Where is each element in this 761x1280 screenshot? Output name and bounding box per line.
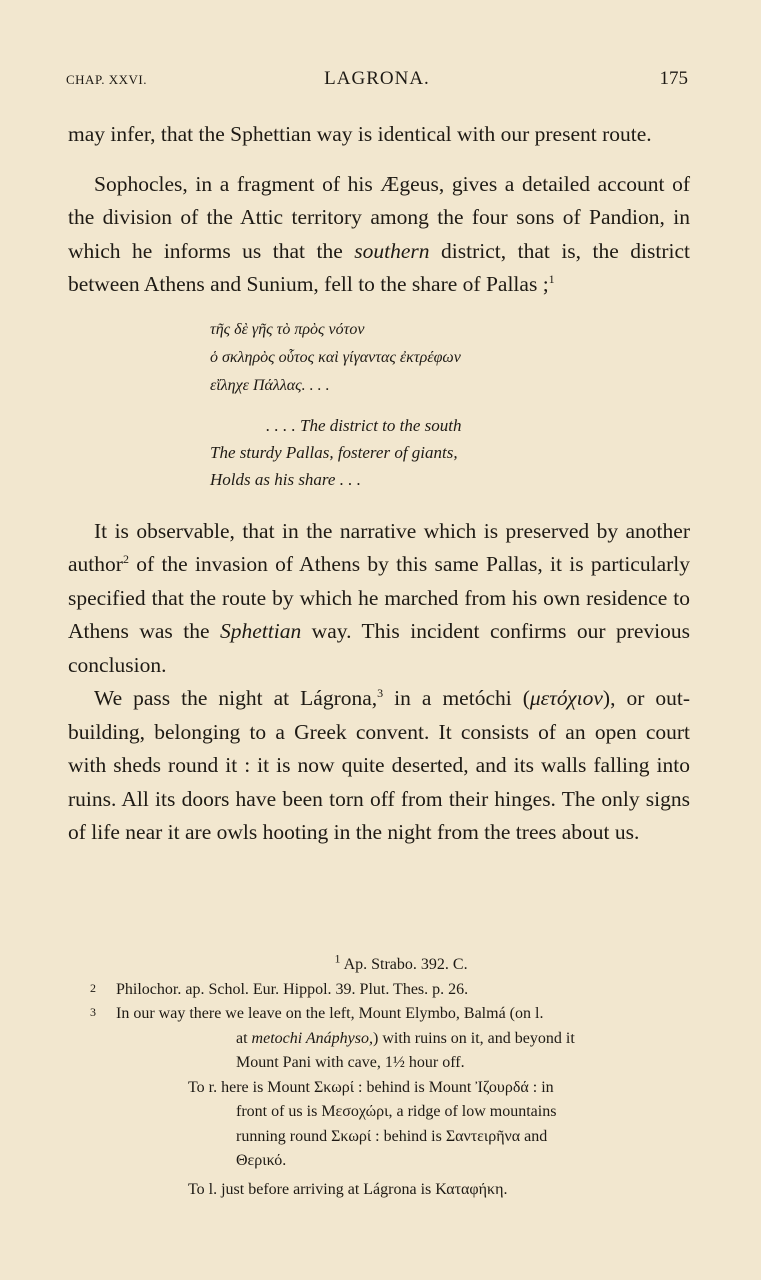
footnote-ref-3: 3 <box>377 685 384 700</box>
greek-quote <box>210 316 690 400</box>
footnote-3-number: 3 <box>90 1005 96 1019</box>
footnote-3 <box>90 1002 692 1027</box>
italic-metochi: metochi Anáphyso, <box>251 1029 374 1047</box>
paragraph-4-text-b: in a metóchi ( <box>383 686 530 710</box>
italic-sphettian: Sphettian <box>220 619 302 643</box>
footnote-1 <box>90 953 692 978</box>
paragraph-3-text-c: way. This incident confirms our previous conclusion. <box>68 619 690 677</box>
chapter-label: CHAP. XXVI. <box>66 72 147 87</box>
greek-word-metochion: μετόχιον <box>529 686 603 710</box>
paragraph-4 <box>68 682 690 850</box>
english-line-3: Holds as his share . . . <box>210 469 361 489</box>
body-text <box>68 118 690 850</box>
paragraph-1 <box>68 118 690 152</box>
footnote-2-number: 2 <box>90 980 96 995</box>
greek-line-3: εἴληχε Πάλλας. . . . <box>210 376 330 394</box>
footnote-3-line-2: at metochi Anáphyso,) with ruins on it, and beyond it <box>236 1029 575 1047</box>
paragraph-3 <box>68 515 690 683</box>
page-title: LAGRONA. <box>324 68 430 89</box>
greek-line-2: ὁ σκληρὸς οὗτος καὶ γίγαντας ἐκτρέφων <box>210 348 461 366</box>
paragraph-1-text: may infer, that the Sphettian way is identical with our present route. <box>68 122 652 146</box>
footnote-3-line-6: running round Σκωρί : behind is Σαντειρῆνα and <box>236 1127 548 1145</box>
italic-southern: southern <box>354 238 430 263</box>
footnote-1-text: Ap. Strabo. 392. C. <box>343 956 468 973</box>
footnote-2 <box>90 978 692 1003</box>
footnote-3-line-4: To r. here is Mount Σκωρί : behind is Mount Ἰζουρδά : in <box>188 1078 554 1096</box>
paragraph-4-text-c: ), or out-building, belonging to a Greek convent. It consists of an open court with sheds round it : it is now quite deserted, and its walls falling into ruins. All its doors have been torn off from their hinges. The only signs of life near it are owls hooting in the night from the trees about us. <box>68 686 691 844</box>
english-line-2: The sturdy Pallas, fosterer of giants, <box>210 442 458 462</box>
english-line-1: . . . . The district to the south <box>266 415 462 435</box>
paragraph-3-text-a: It is observable, that in the narrative which is preserved by another author <box>68 518 690 576</box>
footnote-1-number: 1 <box>334 951 341 966</box>
footnote-2-text: Philochor. ap. Schol. Eur. Hippol. 39. Plut. Thes. p. 26. <box>116 980 469 998</box>
footnote-ref-2: 2 <box>122 551 129 566</box>
paragraph-2-text-a: Sophocles, in a fragment of his Ægeus, gives a detailed account of the division of the Attic territory among the four sons of Pandion, in which he informs us that the <box>68 171 690 263</box>
footnote-ref-1: 1 <box>548 271 555 286</box>
footnote-3-line-3: Mount Pani with cave, 1½ hour off. <box>236 1054 465 1071</box>
footnote-3-line-7: Θερικό. <box>236 1152 287 1169</box>
page-number: 175 <box>659 68 688 89</box>
greek-line-1: τῆς δὲ γῆς τὸ πρὸς νότον <box>210 320 365 338</box>
footnotes <box>90 953 692 1202</box>
english-quote <box>210 412 690 493</box>
footnote-3-line-1: In our way there we leave on the left, Mount Elymbo, Balmá (on l. <box>116 1005 544 1022</box>
paragraph-2 <box>68 168 690 302</box>
paragraph-2-text-b: district, that is, the district between Athens and Sunium, fell to the share of Pallas ; <box>68 238 690 296</box>
running-head <box>66 68 688 92</box>
footnote-3-line-5: front of us is Μεσοχώρι, a ridge of low mountains <box>236 1103 557 1120</box>
footnote-3-line-8: To l. just before arriving at Lágrona is Καταφήκη. <box>188 1180 508 1198</box>
paragraph-3-text-b: of the invasion of Athens by this same Pallas, it is particularly specified that the route by which he marched from his own residence to Athens was the <box>68 552 690 643</box>
paragraph-4-text-a: We pass the night at Lágrona, <box>94 686 378 710</box>
